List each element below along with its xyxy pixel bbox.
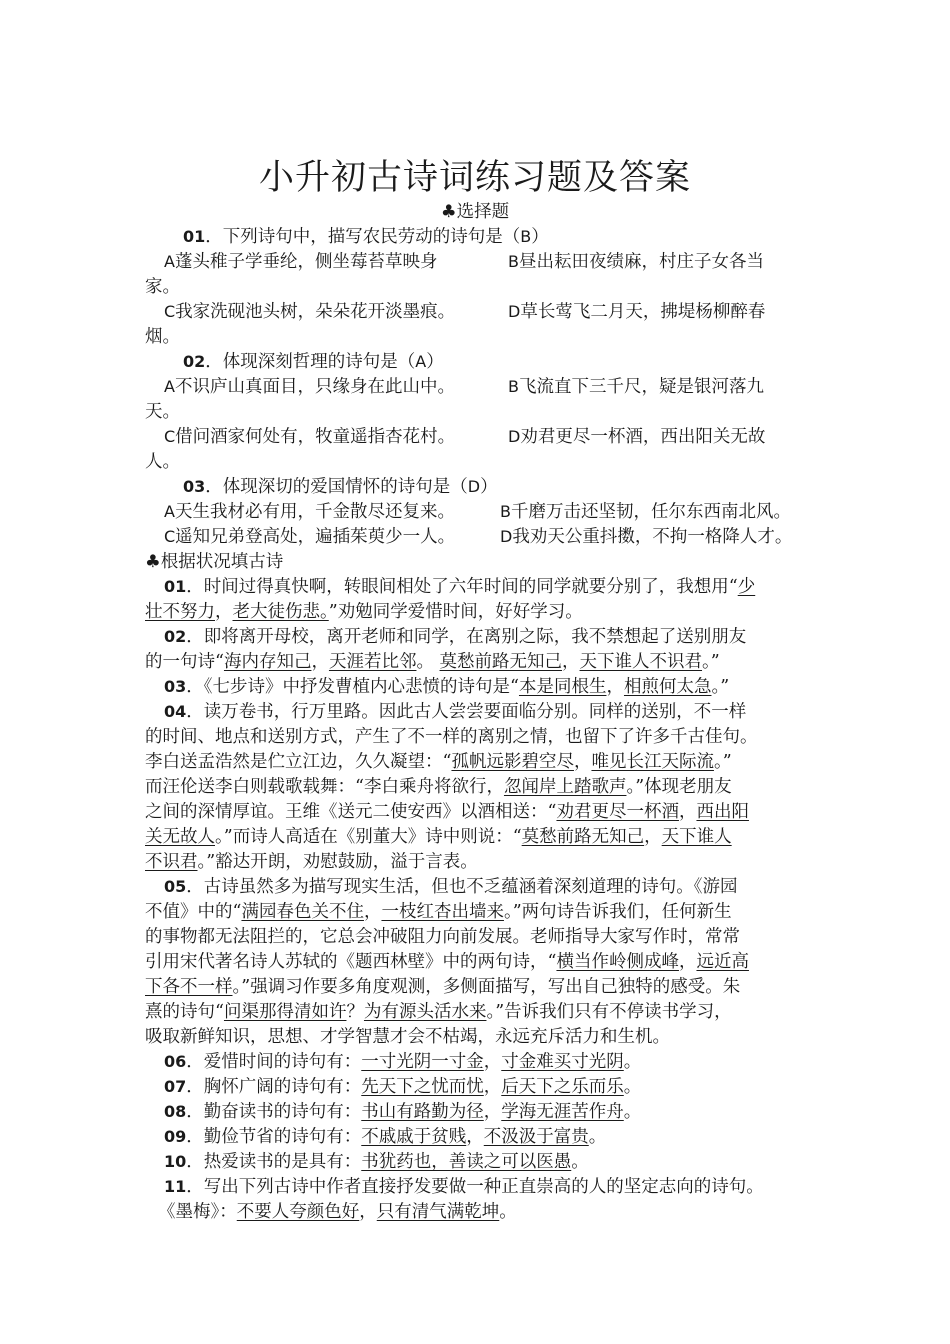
option-label: B <box>508 252 519 271</box>
option-a <box>164 501 455 523</box>
option-text: 天生我材必有用，千金散尽还复来。 <box>174 502 455 522</box>
question-answer: A <box>415 352 427 371</box>
question-close: ） <box>426 352 444 372</box>
fill-03 <box>164 676 729 698</box>
item-text: ， <box>363 902 382 922</box>
fill-08 <box>164 1101 641 1123</box>
question-03 <box>183 476 498 498</box>
item-text: ， <box>573 752 592 772</box>
option-b <box>500 501 791 523</box>
fill-04-line7 <box>145 851 478 873</box>
fill-01-cont <box>145 601 583 623</box>
option-d <box>508 301 765 323</box>
option-label: A <box>164 252 175 271</box>
fill-09 <box>164 1126 606 1148</box>
question-answer: B <box>520 227 532 246</box>
option-text: 千磨万击还坚韧，任尔东西南北风。 <box>510 502 791 522</box>
item-text: 。 <box>623 1102 642 1122</box>
item-text: 。”而诗人高适在《别董大》诗中则说：“ <box>215 827 522 847</box>
page-title: 小升初古诗词练习题及答案 <box>258 158 691 198</box>
option-text: 草长莺飞二月天，拂堤杨柳醉春 <box>520 302 766 322</box>
answer-blank: 莫愁前路无知己 <box>439 652 563 672</box>
item-text: 。 <box>499 1202 517 1222</box>
item-text: ．胸怀广阔的诗句有： <box>186 1077 362 1097</box>
answer-blank: 关无故人 <box>145 827 215 847</box>
item-text: 。 <box>623 1077 642 1097</box>
option-c <box>164 301 455 323</box>
item-text: ， <box>215 602 233 622</box>
item-text: 。”体现老朋友 <box>626 777 732 797</box>
fill-07 <box>164 1076 641 1098</box>
option-c <box>164 426 455 448</box>
answer-blank: 孤帆远影碧空尽 <box>451 752 574 772</box>
item-number: 11 <box>164 1177 187 1196</box>
fill-05-line7: 吸取新鲜知识，思想、才学智慧才会不枯竭，永远充斥活力和生机。 <box>145 1027 670 1047</box>
item-text: 而汪伦送李白则载歌载舞：“李白乘舟将欲行， <box>145 777 504 797</box>
item-text: ？ <box>346 1002 364 1022</box>
option-text: 昼出耘田夜绩麻，村庄子女各当 <box>518 252 764 272</box>
item-text: 之间的深情厚谊。王维《送元二使安西》以酒相送：“ <box>145 802 557 822</box>
answer-blank: 不识君 <box>145 852 198 872</box>
item-text: ．勤奋读书的诗句有： <box>186 1102 362 1122</box>
answer-blank: 远近高 <box>696 952 749 972</box>
item-text: 。 <box>588 1127 607 1147</box>
option-d <box>500 526 792 548</box>
question-02 <box>183 351 444 373</box>
item-text: 。” <box>711 677 730 697</box>
option-text: 遥知兄弟登高处，遍插茱萸少一人。 <box>175 527 456 547</box>
answer-blank: 为有源头活水来 <box>363 1002 487 1022</box>
fill-05-line3: 的事物都无法阻拦的，它总会冲破阻力向前发展。老师指导大家写作时，常常 <box>145 927 740 947</box>
option-text: 蓬头稚子学垂纶，侧坐莓苔草映身 <box>174 252 438 272</box>
item-text: 引用宋代著名诗人苏轼的《题西林壁》中的两句诗，“ <box>145 952 557 972</box>
item-text: 。”两句诗告诉我们，任何新生 <box>503 902 732 922</box>
answer-blank: 下各不一样 <box>145 977 233 997</box>
option-a <box>164 376 455 398</box>
answer-blank: 书犹药也，善读之可以医愚 <box>361 1152 572 1172</box>
option-label: B <box>500 502 511 521</box>
answer-blank: 相煎何太急 <box>623 677 712 697</box>
item-text: ．《七步诗》中抒发曹植内心悲愤的诗句是“ <box>186 677 519 697</box>
item-text: ．写出下列古诗中作者直接抒发要做一种正直崇高的人的坚定志向的诗句。 <box>186 1177 764 1197</box>
item-text: 。 <box>623 1052 642 1072</box>
fill-11 <box>164 1176 764 1198</box>
item-text: ， <box>359 1202 377 1222</box>
fill-05-line4 <box>145 951 749 973</box>
fill-04-line4 <box>145 776 732 798</box>
item-number: 10 <box>164 1152 187 1171</box>
question-01 <box>183 226 549 248</box>
option-label: B <box>508 377 519 396</box>
answer-blank: 不汲汲于富贵 <box>483 1127 589 1147</box>
option-text: 我家洗砚池头树，朵朵花开淡墨痕。 <box>175 302 456 322</box>
item-number: 09 <box>164 1127 187 1146</box>
fill-04-line6 <box>145 826 732 848</box>
item-text: 不值》中的“ <box>145 902 242 922</box>
item-number: 02 <box>164 627 187 646</box>
answer-blank: 唯见长江天际流 <box>591 752 714 772</box>
question-number: 02 <box>183 352 206 371</box>
item-number: 06 <box>164 1052 187 1071</box>
fill-04 <box>164 701 746 723</box>
question-stem: ．体现深刻哲理的诗句是（ <box>205 352 416 372</box>
question-stem: ．下列诗句中，描写农民劳动的诗句是（ <box>205 227 521 247</box>
option-d <box>508 426 765 448</box>
item-number: 08 <box>164 1102 187 1121</box>
answer-blank: 不戚戚于贫贱 <box>361 1127 467 1147</box>
question-close: ） <box>531 227 549 247</box>
item-text: ， <box>483 1102 502 1122</box>
item-text: ， <box>606 677 624 697</box>
question-number: 01 <box>183 227 206 246</box>
item-text: ．即将离开母校，离开老师和同学，在离别之际，我不禁想起了送别朋友 <box>186 627 747 647</box>
fill-05-line6 <box>145 1001 732 1023</box>
fill-05 <box>164 876 738 898</box>
fill-04-line2: 的时间、地点和送别方式，产生了不一样的离别之情，也留下了许多千古佳句。 <box>145 727 758 747</box>
answer-blank: 后天下之乐而乐 <box>501 1077 624 1097</box>
item-text: 。” <box>702 652 720 672</box>
option-label: A <box>164 502 175 521</box>
fill-11-line2 <box>158 1201 517 1223</box>
item-text: 《墨梅》： <box>158 1202 237 1222</box>
answer-blank: 忽闻岸上踏歌声 <box>503 777 627 797</box>
fill-04-line3 <box>145 751 732 773</box>
answer-blank: 书山有路勤为径 <box>361 1102 484 1122</box>
section-heading-fill: ♣根据状况填古诗 <box>145 552 284 572</box>
item-text: ．热爱读书的是具有： <box>186 1152 362 1172</box>
option-text: 我劝天公重抖擞，不拘一格降人才。 <box>512 527 793 547</box>
answer-blank: 一寸光阴一寸金 <box>361 1052 484 1072</box>
answer-blank: 天下谁人不识君 <box>579 652 703 672</box>
fill-02 <box>164 626 746 648</box>
item-number: 07 <box>164 1077 187 1096</box>
item-text: ．读万卷书，行万里路。因此古人尝尝要面临分别。同样的送别，不一样 <box>186 702 747 722</box>
option-label: D <box>508 302 521 321</box>
option-text: 不识庐山真面目，只缘身在此山中。 <box>174 377 455 397</box>
answer-blank: 寸金难买寸光阴 <box>501 1052 624 1072</box>
item-text: ， <box>678 952 697 972</box>
option-b <box>508 251 764 273</box>
answer-blank: 满园春色关不住 <box>241 902 364 922</box>
option-b <box>508 376 764 398</box>
item-text: ， <box>466 1127 484 1147</box>
item-text: 李白送孟浩然是伫立江边，久久凝望：“ <box>145 752 452 772</box>
item-text: ， <box>483 1077 502 1097</box>
option-c <box>164 526 455 548</box>
answer-blank: 本是同根生 <box>518 677 607 697</box>
item-text: 。 <box>571 1152 589 1172</box>
answer-blank: 问渠那得清如许 <box>223 1002 347 1022</box>
answer-blank: 莫愁前路无知己 <box>521 827 645 847</box>
option-label: A <box>164 377 175 396</box>
item-text: 。” <box>713 752 732 772</box>
item-number: 05 <box>164 877 187 896</box>
option-label: D <box>500 527 513 546</box>
question-number: 03 <box>183 477 206 496</box>
question-close: ） <box>480 477 498 497</box>
answer-blank: 少 <box>737 577 756 597</box>
fill-05-line5 <box>145 976 740 998</box>
answer-blank: 先天下之忧而忧 <box>361 1077 484 1097</box>
question-answer: D <box>467 477 481 496</box>
fill-01 <box>164 576 755 598</box>
item-text: 。”告诉我们只有不停读书学习， <box>486 1002 732 1022</box>
item-text: ， <box>483 1052 502 1072</box>
option-a <box>164 251 437 273</box>
item-text: ”劝勉同学爱惜时间，好好学习。 <box>328 602 583 622</box>
item-number: 03 <box>164 677 187 696</box>
answer-blank: 学海无涯苦作舟 <box>501 1102 624 1122</box>
item-text: 的一句诗“ <box>145 652 224 672</box>
answer-blank: 横当作岭侧成峰 <box>556 952 679 972</box>
option-label: C <box>164 427 176 446</box>
answer-blank: 天下谁人 <box>661 827 732 847</box>
fill-04-line5 <box>145 801 749 823</box>
answer-blank: 西出阳 <box>696 802 749 822</box>
section-heading-choice: ♣选择题 <box>440 202 510 222</box>
option-d-cont: 人。 <box>145 452 180 472</box>
item-text: ．爱惜时间的诗句有： <box>186 1052 362 1072</box>
item-text: ， <box>311 652 329 672</box>
answer-blank: 只有清气满乾坤 <box>376 1202 500 1222</box>
answer-blank: 老大徒伤悲。 <box>232 602 329 622</box>
option-b-cont: 家。 <box>145 277 180 297</box>
item-number: 04 <box>164 702 187 721</box>
item-text: 。 <box>416 652 434 672</box>
option-text: 借问酒家何处有，牧童遥指杏花村。 <box>175 427 456 447</box>
item-text: ， <box>678 802 697 822</box>
item-text: 。”强调习作要多角度观测，多侧面描写，写出自己独特的感受。朱 <box>232 977 741 997</box>
answer-blank: 海内存知己 <box>223 652 312 672</box>
item-text: ， <box>644 827 662 847</box>
option-b-cont: 天。 <box>145 402 180 422</box>
answer-blank: 劝君更尽一杯酒 <box>556 802 679 822</box>
item-text: ， <box>562 652 580 672</box>
fill-02-cont <box>145 651 720 673</box>
item-text: ．勤俭节省的诗句有： <box>186 1127 362 1147</box>
option-text: 劝君更尽一杯酒，西出阳关无故 <box>520 427 766 447</box>
option-text: 飞流直下三千尺，疑是银河落九 <box>518 377 764 397</box>
fill-10 <box>164 1151 589 1173</box>
fill-05-line2 <box>145 901 732 923</box>
question-stem: ．体现深切的爱国情怀的诗句是（ <box>205 477 468 497</box>
answer-blank: 不要人夸颜色好 <box>236 1202 360 1222</box>
option-label: C <box>164 527 176 546</box>
item-text: ．时间过得真快啊，转眼间相处了六年时间的同学就要分别了，我想用“ <box>186 577 738 597</box>
item-text: ．古诗虽然多为描写现实生活，但也不乏蕴涵着深刻道理的诗句。《游园 <box>186 877 738 897</box>
item-text: 熹的诗句“ <box>145 1002 224 1022</box>
item-text: 。”豁达开朗，劝慰鼓励，溢于言表。 <box>197 852 478 872</box>
option-label: D <box>508 427 521 446</box>
option-d-cont: 烟。 <box>145 327 180 347</box>
answer-blank: 壮不努力 <box>145 602 215 622</box>
fill-06 <box>164 1051 641 1073</box>
answer-blank: 一枝红杏出墙来 <box>381 902 504 922</box>
answer-blank: 天涯若比邻 <box>328 652 417 672</box>
item-number: 01 <box>164 577 187 596</box>
option-label: C <box>164 302 176 321</box>
